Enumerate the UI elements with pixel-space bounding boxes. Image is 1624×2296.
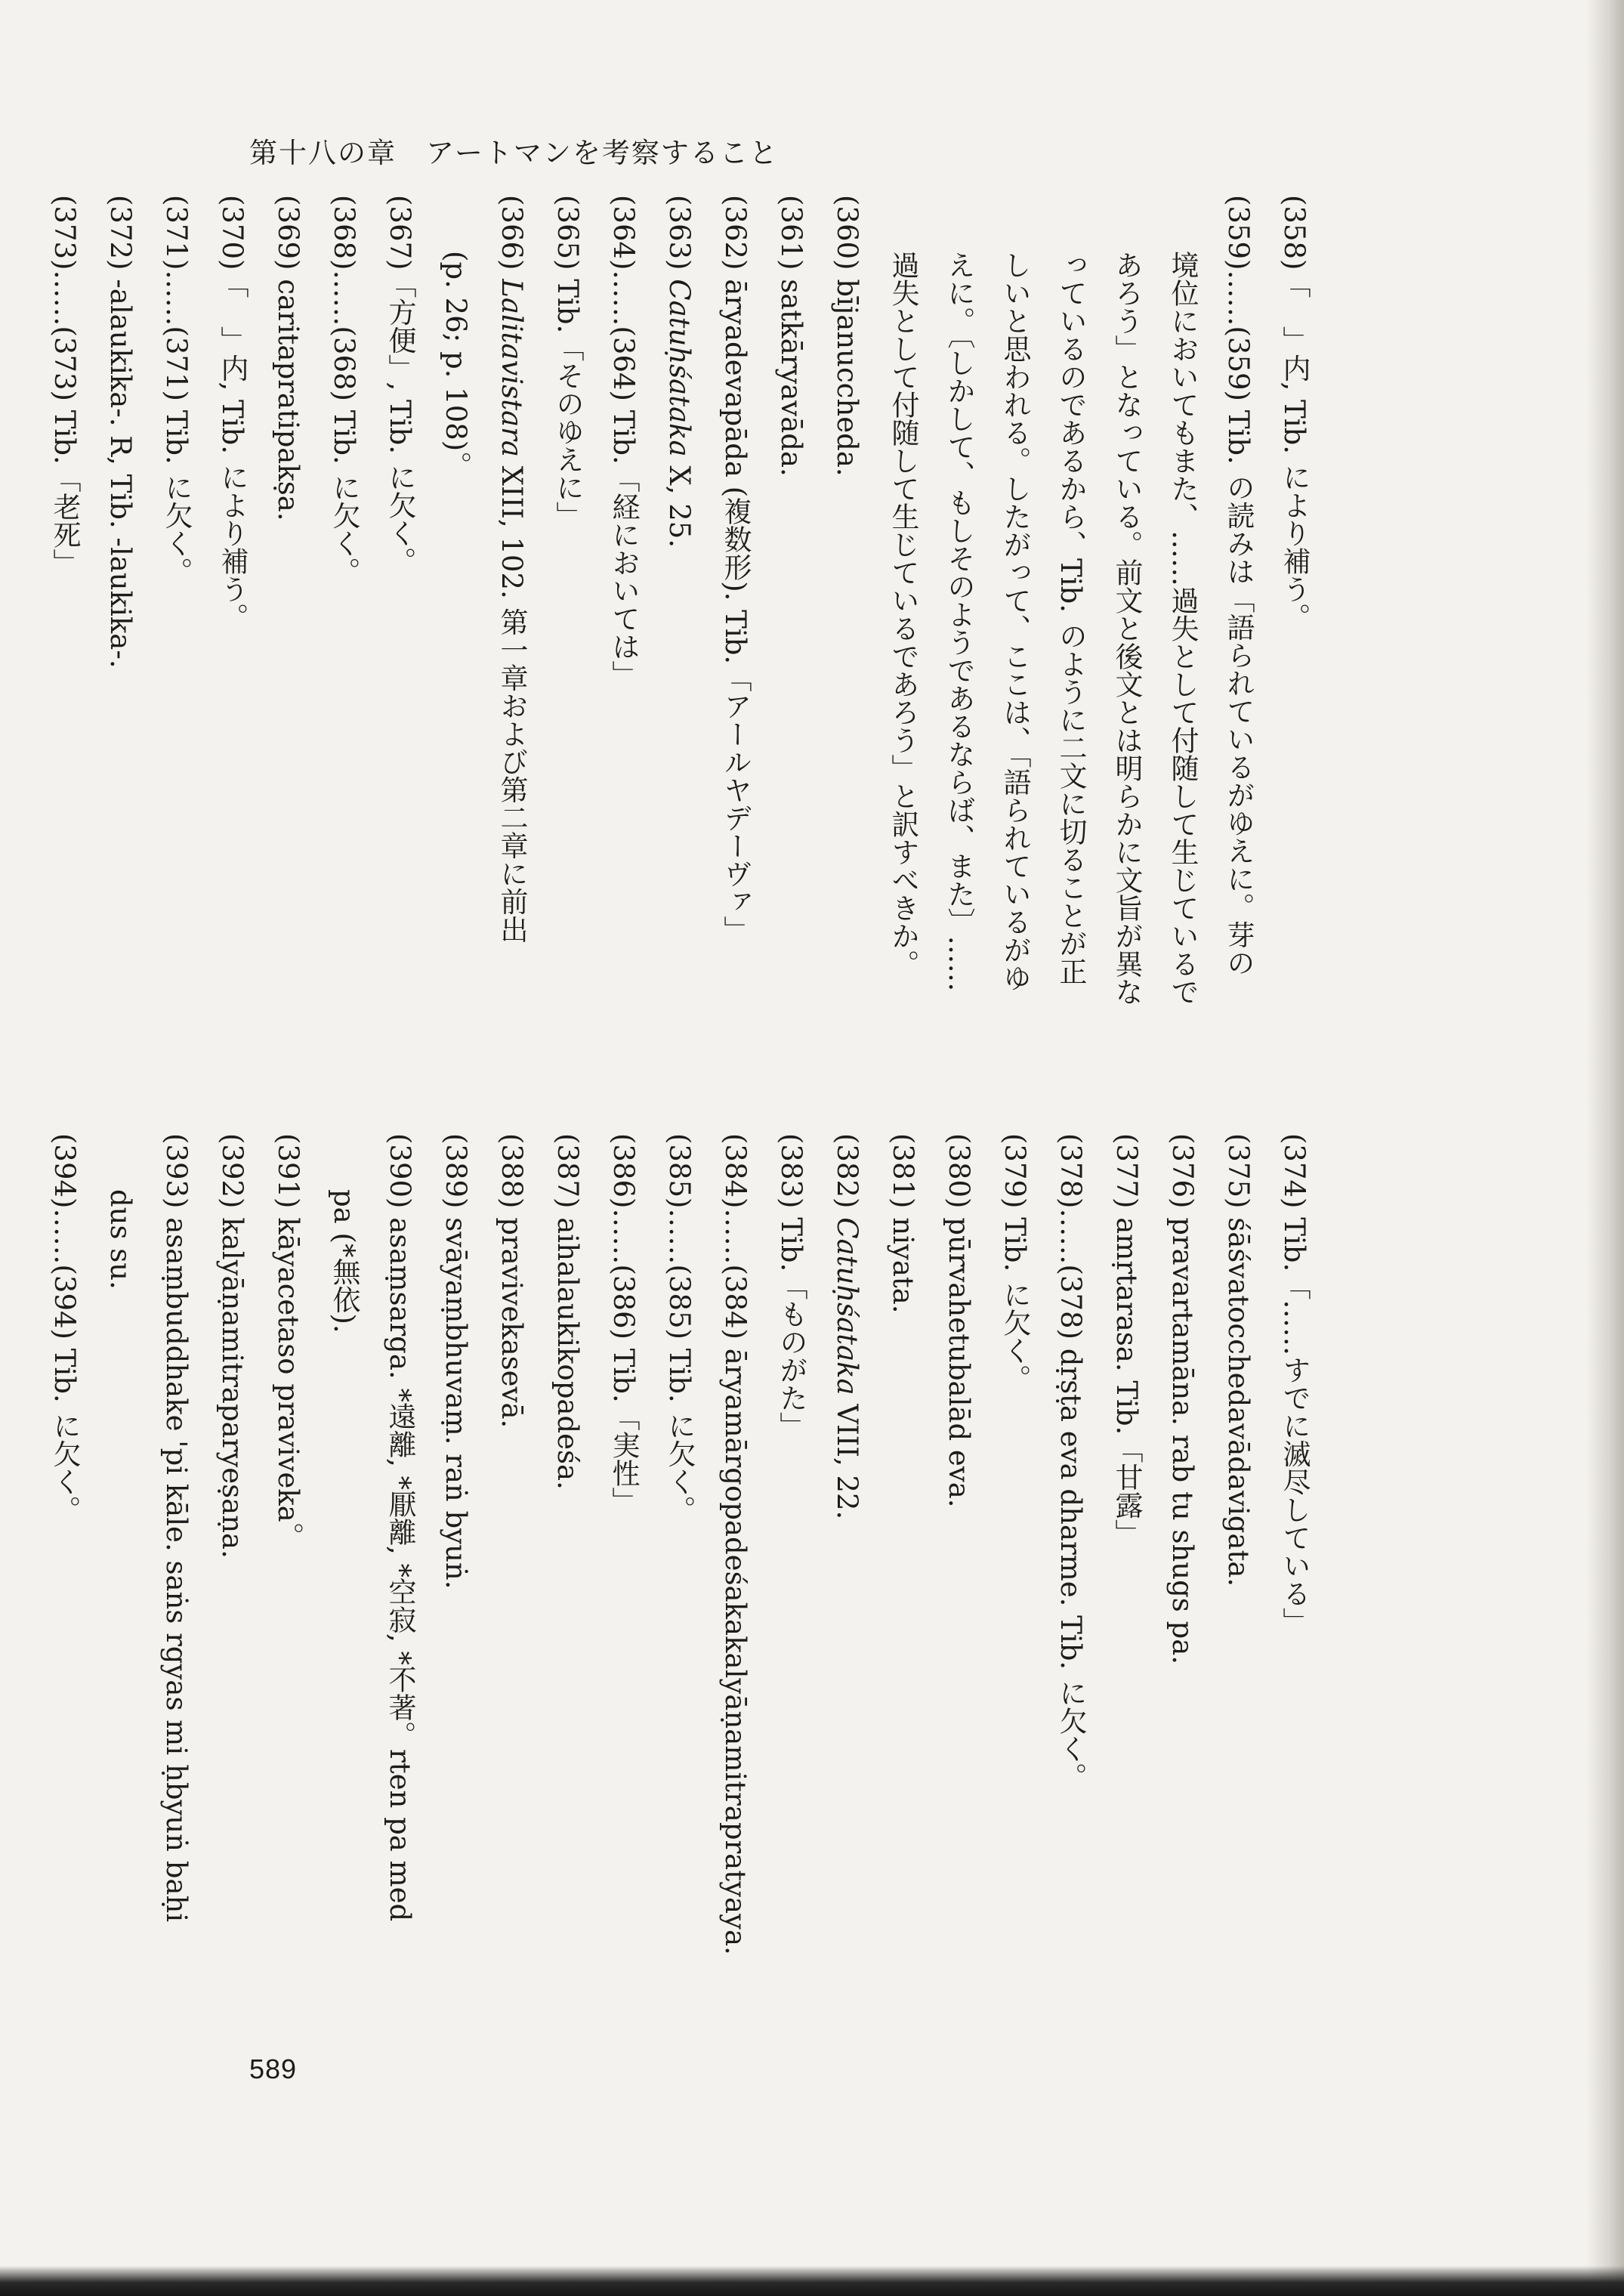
note-line bbox=[92, 1133, 148, 2040]
note-text: (388) pravivekasevā. bbox=[496, 1133, 528, 1429]
note-line bbox=[595, 195, 651, 1102]
work-title: Catuḥśataka bbox=[663, 279, 696, 457]
note-text: (387) aihalaukikopadeśa. bbox=[551, 1133, 584, 1490]
note-text: (378)……(378) dṛṣṭa eva dharme. Tib. に欠く。 bbox=[1054, 1133, 1087, 1791]
note-text: (376) pravartamāna. rab tu shugs pa. bbox=[1166, 1133, 1199, 1665]
note-line bbox=[1266, 1133, 1322, 2040]
note-text: (360) bījanuccheda. bbox=[831, 195, 863, 477]
note-line bbox=[539, 1133, 595, 2040]
note-line bbox=[875, 1133, 931, 2040]
note-line bbox=[1042, 195, 1098, 1102]
note-line bbox=[763, 1133, 819, 2040]
note-text: (371)……(371) Tib. に欠く。 bbox=[160, 195, 193, 586]
note-text: (390) asaṃsarga. *遠離, *厭離, *空寂, *不著。rten pa med bbox=[384, 1133, 416, 1922]
note-text: (393) asaṃbuddhake 'pi kāle. saṅs rgyas mi ḥbyuṅ baḥi bbox=[160, 1133, 193, 1923]
note-line bbox=[1154, 1133, 1210, 2040]
note-line bbox=[539, 195, 595, 1102]
note-text: えに。〔しかして、もしそのようであるならば、また〕…… bbox=[943, 251, 975, 992]
note-text: (369) caritapratipakṣa. bbox=[272, 195, 304, 521]
note-line bbox=[260, 195, 316, 1102]
note-line bbox=[36, 195, 92, 1102]
note-line bbox=[875, 195, 931, 1102]
note-text: (370)「 」内, Tib. により補う。 bbox=[216, 195, 249, 631]
note-line bbox=[651, 1133, 707, 2040]
note-line bbox=[986, 195, 1042, 1102]
note-line bbox=[1098, 195, 1154, 1102]
note-line bbox=[707, 195, 763, 1102]
note-line bbox=[316, 195, 372, 1102]
note-line bbox=[1098, 1133, 1154, 2040]
note-line bbox=[1266, 195, 1322, 1102]
note-line bbox=[1210, 195, 1266, 1102]
note-text: (372) -alaukika-. R, Tib. -laukika-. bbox=[104, 195, 137, 669]
note-text: (380) pūrvahetubalād eva. bbox=[943, 1133, 975, 1508]
note-line bbox=[595, 1133, 651, 2040]
note-line bbox=[1154, 195, 1210, 1102]
note-text: (362) āryadevapāda (複数形). Tib.「アールヤデーヴァ」 bbox=[719, 195, 752, 944]
note-line bbox=[483, 195, 539, 1102]
note-text: 境位においてもまた、……過失として付随して生じているで bbox=[1166, 251, 1199, 1006]
note-text: (384)……(384) āryamārgopadeśakakalyāṇamitrapratyaya. bbox=[719, 1133, 752, 1955]
work-title: Catuḥśataka bbox=[831, 1217, 863, 1395]
note-text-rest: X, 25. bbox=[663, 456, 696, 549]
note-line bbox=[36, 1133, 92, 2040]
note-text: 過失として付随して生じているであろう」と訳すべきか。 bbox=[887, 251, 919, 978]
note-text: (383) Tib.「ものがた」 bbox=[775, 1133, 807, 1440]
note-line bbox=[148, 1133, 204, 2040]
note-text: (365) Tib.「そのゆえに」 bbox=[551, 195, 584, 530]
note-text: (386)……(386) Tib.「実性」 bbox=[607, 1133, 640, 1515]
note-text: pa (*無依). bbox=[328, 1189, 360, 1333]
note-text: (358)「 」内, Tib. により補う。 bbox=[1278, 195, 1311, 631]
scan-shadow-right bbox=[1586, 0, 1624, 2296]
note-line bbox=[260, 1133, 316, 2040]
note-text: (373)……(373) Tib.「老死」 bbox=[48, 195, 81, 576]
note-text: (367)「方便」, Tib. に欠く。 bbox=[384, 195, 416, 575]
note-text: (389) svāyaṃbhuvaṃ. raṅ byuṅ. bbox=[440, 1133, 472, 1590]
note-text: (374) Tib.「……すでに滅尽している」 bbox=[1278, 1133, 1311, 1636]
note-text: (366) bbox=[496, 195, 528, 280]
note-text: (381) niyata. bbox=[887, 1133, 919, 1314]
note-line bbox=[931, 195, 986, 1102]
notes-lower-block bbox=[36, 1133, 1322, 2040]
note-text: (394)……(394) Tib. に欠く。 bbox=[48, 1133, 81, 1524]
note-text: (382) bbox=[831, 1133, 863, 1218]
note-line bbox=[428, 1133, 483, 2040]
note-text: っているのであるから、Tib. のように二文に切ることが正 bbox=[1054, 251, 1087, 985]
note-text: (364)……(364) Tib.「経においては」 bbox=[607, 195, 640, 688]
note-line bbox=[763, 195, 819, 1102]
note-line bbox=[204, 195, 260, 1102]
note-line bbox=[986, 1133, 1042, 2040]
note-text: あろう」となっている。前文と後文とは明らかに文旨が異な bbox=[1110, 251, 1143, 1006]
note-text-rest: XIII, 102. 第一章および第二章に前出 bbox=[496, 456, 528, 944]
note-text: (392) kalyāṇamitraparyeṣaṇa. bbox=[216, 1133, 249, 1559]
note-text: (368)……(368) Tib. に欠く。 bbox=[328, 195, 360, 586]
note-line bbox=[316, 1133, 372, 2040]
notes-upper-block bbox=[36, 195, 1322, 1102]
page-number: 589 bbox=[249, 2053, 298, 2084]
note-line bbox=[148, 195, 204, 1102]
note-line bbox=[651, 195, 707, 1102]
note-line bbox=[372, 1133, 428, 2040]
note-line bbox=[1210, 1133, 1266, 2040]
note-line bbox=[483, 1133, 539, 2040]
note-text: しいと思われる。したがって、ここは、「語られているがゆ bbox=[999, 251, 1031, 992]
scan-shadow-bottom bbox=[0, 2266, 1624, 2296]
note-text: (359)……(359) Tib. の読みは「語られているがゆえに。芽の bbox=[1222, 195, 1255, 977]
note-text: dus su. bbox=[104, 1189, 137, 1290]
note-line bbox=[819, 1133, 875, 2040]
note-text: (361) satkāryavāda. bbox=[775, 195, 807, 477]
note-line bbox=[372, 195, 428, 1102]
note-text: (391) kāyacetaso praviveka。 bbox=[272, 1133, 304, 1550]
note-text: (375) śāśvatocchedavādavigata. bbox=[1222, 1133, 1255, 1587]
note-line bbox=[707, 1133, 763, 2040]
note-text: (379) Tib. に欠く。 bbox=[999, 1133, 1031, 1392]
note-line bbox=[428, 195, 483, 1102]
note-text: (385)……(385) Tib. に欠く。 bbox=[663, 1133, 696, 1524]
note-text: (p. 26; p. 108)。 bbox=[440, 251, 472, 480]
running-head: 第十八の章 アートマンを考察すること bbox=[249, 137, 779, 169]
note-line bbox=[204, 1133, 260, 2040]
note-line bbox=[931, 1133, 986, 2040]
note-line bbox=[92, 195, 148, 1102]
note-text-rest: VIII, 22. bbox=[831, 1395, 863, 1520]
note-text: (377) amṛtarasa. Tib.「甘露」 bbox=[1110, 1133, 1143, 1547]
note-line bbox=[819, 195, 875, 1102]
note-line bbox=[1042, 1133, 1098, 2040]
note-text: (363) bbox=[663, 195, 696, 280]
work-title: Lalitavistara bbox=[496, 279, 528, 457]
